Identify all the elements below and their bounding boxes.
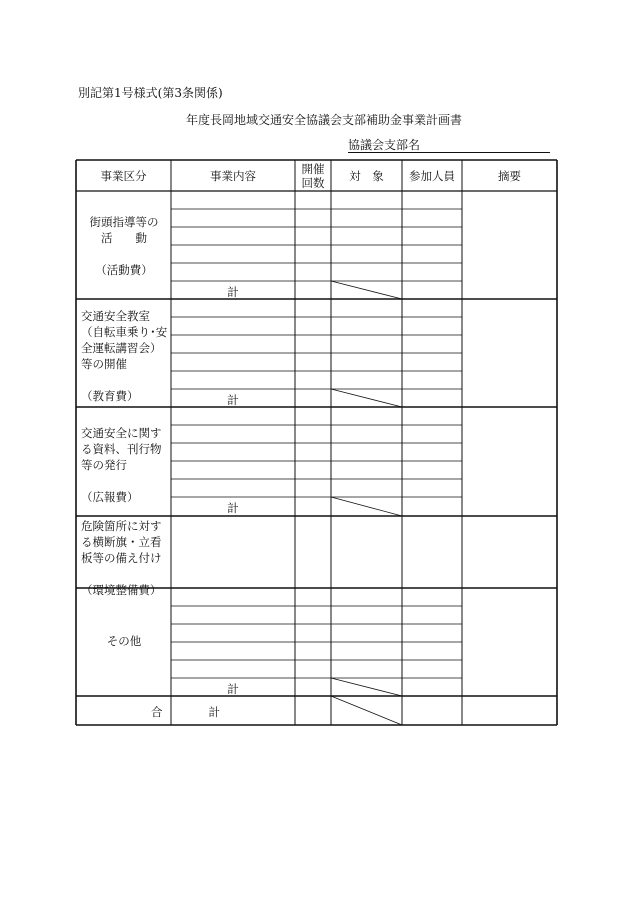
header-category: 事業区分 [100,168,147,183]
subtotal-label: 計 [227,285,239,299]
branch-name-label: 協議会支部名 [348,138,421,152]
diagonal-slash [331,389,402,407]
document-title: 年度長岡地域交通安全協議会支部補助金事業計画書 [185,113,462,127]
subtotal-label: 計 [227,682,239,696]
total-label: 合 計 [151,705,220,719]
category-label: 交通安全に関す る資料、刊行物 等の発行 （広報費） [81,426,162,504]
diagonal-slash [331,497,402,516]
diagonal-slash [331,696,402,725]
subtotal-label: 計 [227,393,239,407]
category-label: 危険箇所に対す る横断旗・立看 板等の備え付け （環境整備費） [81,519,162,597]
category-label: 交通安全教室 （自転車乗り･安 全運転講習会） 等の開催 （教育費） [81,309,168,403]
diagonal-slash [331,678,402,696]
category-label: 街頭指導等の 活 動 （活動費） [89,215,159,277]
subtotal-label: 計 [227,501,239,515]
category-label: その他 [106,634,142,648]
header-count: 開催 回数 [301,161,325,190]
diagonal-slash [331,281,402,299]
header-target: 対 象 [349,168,384,183]
header-remarks: 摘要 [498,168,521,183]
header-content: 事業内容 [210,168,256,183]
form-reference: 別記第1号様式(第3条関係) [78,86,223,100]
header-participants: 参加人員 [409,168,455,183]
